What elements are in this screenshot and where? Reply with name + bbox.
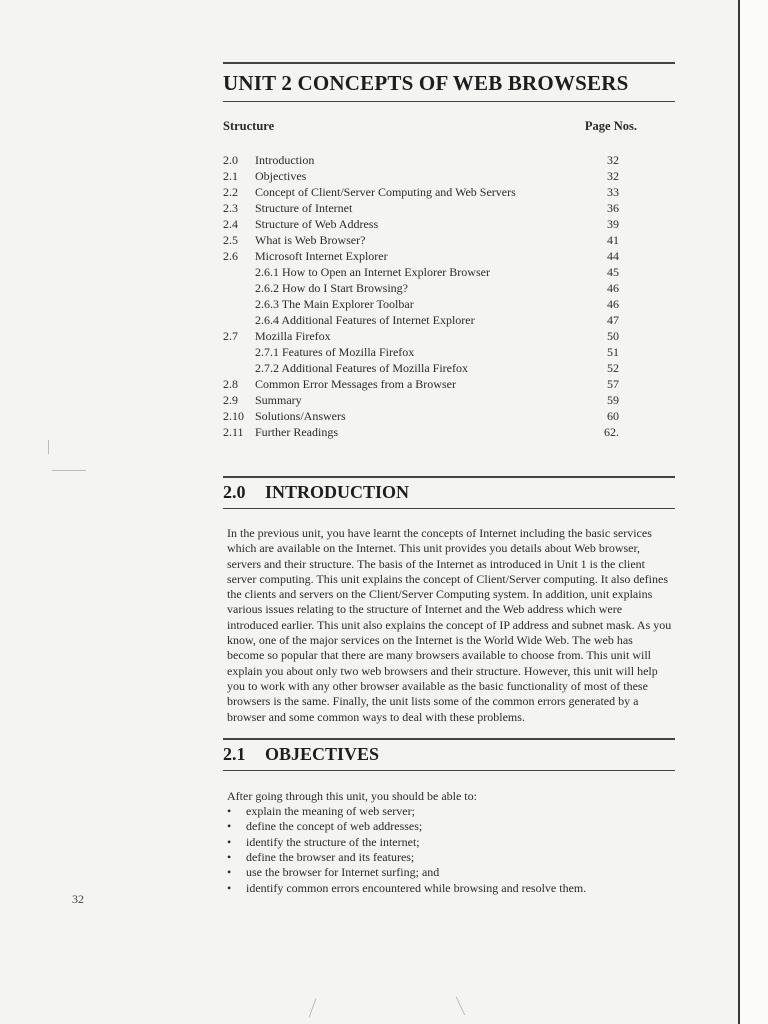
toc-number <box>223 344 255 360</box>
toc-title: 2.6.1 How to Open an Internet Explorer Browser <box>255 265 490 279</box>
objective-item <box>227 835 675 850</box>
scan-mark <box>456 997 465 1016</box>
toc-title: 2.7.1 Features of Mozilla Firefox <box>255 345 415 359</box>
objective-text: define the concept of web addresses; <box>246 819 423 834</box>
toc-row <box>223 152 675 168</box>
toc-number: 2.4 <box>223 217 238 231</box>
objectives-number: 2.1 <box>223 743 246 764</box>
objective-item <box>227 819 675 834</box>
toc-number <box>223 264 255 280</box>
toc-number <box>223 296 255 312</box>
title-bottom-rule <box>223 101 675 102</box>
toc-number: 2.10 <box>223 409 244 423</box>
toc-title: Summary <box>255 393 302 407</box>
toc-row <box>223 248 675 264</box>
structure-header <box>223 119 675 134</box>
toc-title: Common Error Messages from a Browser <box>255 377 456 391</box>
toc-row <box>223 312 675 328</box>
toc-row <box>223 216 675 232</box>
toc-title: 2.6.3 The Main Explorer Toolbar <box>255 297 414 311</box>
toc-number: 2.0 <box>223 153 238 167</box>
objectives-bottom-rule <box>223 770 675 771</box>
toc-title: Objectives <box>255 169 307 183</box>
page-nos-heading: Page Nos. <box>584 119 637 133</box>
bullet-icon: • <box>227 850 232 865</box>
toc-row <box>223 408 675 424</box>
toc-page: 44 <box>607 249 619 263</box>
toc-page: 59 <box>607 393 619 407</box>
toc-row <box>223 376 675 392</box>
toc-number: 2.9 <box>223 393 238 407</box>
toc-title: What is Web Browser? <box>255 233 366 247</box>
toc-number: 2.2 <box>223 185 238 199</box>
introduction-heading <box>223 478 675 508</box>
toc-row <box>223 344 675 360</box>
toc-page: 60 <box>607 409 619 423</box>
objective-text: identify common errors encountered while browsing and resolve them. <box>246 880 587 895</box>
page-content <box>223 62 675 896</box>
objectives-title: OBJECTIVES <box>265 743 380 764</box>
introduction-paragraph: In the previous unit, you have learnt the concepts of Internet including the basic services which are available on the Internet. This unit provides you details about Web browser, servers and their structure. The basis of the Internet as introduced in Unit 1 is the client server computing. This unit explains the concept of Client/Server computing. It also defines the clients and servers on the Client/Server Computing system. In addition, unit explains various issues relating to the structure of Internet and the Web address which were introduced earlier. This unit also explains the concept of IP address and subnet mask. As you know, one of the major services on the Internet is the World Wide Web. The web has become so popular that there are many browsers available to choose from. This unit will explain you about only two web browsers and their structure. However, this unit will help you to work with any other browser available as the basic functionality of most of these browsers is the same. Finally, the unit lists some of the common errors generated by a browser and some common ways to deal with these problems. <box>227 526 672 724</box>
toc-title: Introduction <box>255 153 315 167</box>
scan-mark <box>309 998 317 1017</box>
toc-title: Microsoft Internet Explorer <box>255 249 388 263</box>
toc-number <box>223 280 255 296</box>
toc-title: 2.7.2 Additional Features of Mozilla Firefox <box>255 361 468 375</box>
toc-number <box>223 312 255 328</box>
page-edge-line <box>738 0 740 1024</box>
objective-item <box>227 881 675 896</box>
bullet-icon: • <box>227 865 232 880</box>
toc-page: 32 <box>607 153 619 167</box>
objective-text: identify the structure of the internet; <box>246 834 420 849</box>
toc-title: 2.6.2 How do I Start Browsing? <box>255 281 408 295</box>
structure-heading: Structure <box>223 119 275 133</box>
toc-number: 2.6 <box>223 249 238 263</box>
toc-row <box>223 296 675 312</box>
toc-title: Concept of Client/Server Computing and Web Servers <box>255 185 516 199</box>
toc-row <box>223 200 675 216</box>
bullet-icon: • <box>227 804 232 819</box>
objectives-list <box>223 804 675 896</box>
objectives-intro: After going through this unit, you should be able to: <box>227 788 477 803</box>
toc-page: 51 <box>607 345 619 359</box>
toc-row <box>223 328 675 344</box>
objective-item <box>227 850 675 865</box>
toc-row <box>223 184 675 200</box>
introduction-title: INTRODUCTION <box>265 482 410 502</box>
toc-number: 2.8 <box>223 377 238 391</box>
scan-mark <box>52 470 86 471</box>
toc-row <box>223 168 675 184</box>
objective-item <box>227 865 675 880</box>
toc-page: 46 <box>607 281 619 295</box>
toc-page: 33 <box>607 185 619 199</box>
toc-number <box>223 360 255 376</box>
objective-text: explain the meaning of web server; <box>246 804 415 819</box>
toc-title: Structure of Internet <box>255 201 353 215</box>
toc-page: 47 <box>607 313 619 327</box>
toc-row <box>223 232 675 248</box>
introduction-number: 2.0 <box>223 482 246 502</box>
toc-row <box>223 392 675 408</box>
bullet-icon: • <box>227 834 232 849</box>
toc-row <box>223 424 675 440</box>
toc-page: 36 <box>607 201 619 215</box>
toc-number: 2.7 <box>223 329 238 343</box>
objectives-heading <box>223 740 675 770</box>
toc-page: 41 <box>607 233 619 247</box>
toc-page: 45 <box>607 265 619 279</box>
page-margin <box>740 0 768 1024</box>
toc-title: Further Readings <box>255 425 338 439</box>
toc-row <box>223 280 675 296</box>
objective-text: define the browser and its features; <box>246 850 415 865</box>
toc-number: 2.1 <box>223 169 238 183</box>
toc-title: 2.6.4 Additional Features of Internet Explorer <box>255 313 475 327</box>
bullet-icon: • <box>227 819 232 834</box>
toc-title: Solutions/Answers <box>255 409 346 423</box>
toc-page: 32 <box>607 169 619 183</box>
table-of-contents <box>223 152 675 440</box>
bullet-icon: • <box>227 880 232 895</box>
toc-title: Mozilla Firefox <box>255 329 331 343</box>
toc-number: 2.5 <box>223 233 238 247</box>
toc-page: 62. <box>604 425 619 439</box>
toc-page: 57 <box>607 377 619 391</box>
toc-page: 52 <box>607 361 619 375</box>
toc-page: 46 <box>607 297 619 311</box>
toc-page: 50 <box>607 329 619 343</box>
toc-page: 39 <box>607 217 619 231</box>
objective-text: use the browser for Internet surfing; and <box>246 865 440 880</box>
page-number: 32 <box>72 892 84 906</box>
intro-bottom-rule <box>223 508 675 509</box>
toc-row <box>223 264 675 280</box>
objective-item <box>227 804 675 819</box>
toc-row <box>223 360 675 376</box>
toc-number: 2.11 <box>223 425 244 439</box>
toc-number: 2.3 <box>223 201 238 215</box>
unit-title: UNIT 2 CONCEPTS OF WEB BROWSERS <box>223 71 629 95</box>
scan-mark <box>48 440 49 454</box>
toc-title: Structure of Web Address <box>255 217 379 231</box>
